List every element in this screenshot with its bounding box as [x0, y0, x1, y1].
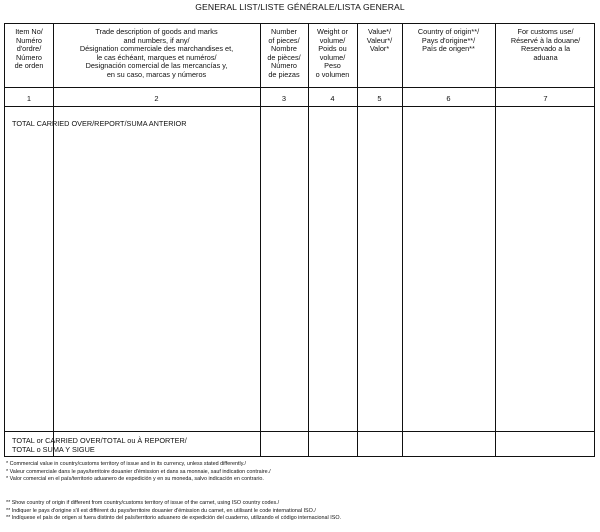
footnote-line: * Valeur commerciale dans le pays/territoire douanier d'émission et dans sa monnaie, sauf indication contraire./ — [6, 468, 271, 475]
header-customs-use: For customs use/ Réservé à la douane/ Reservado a la aduana — [510, 27, 581, 62]
general-list-table — [4, 23, 595, 457]
footnote-line: * Commercial value in country/customs territory of issue and in its currency, unless stated differently./ — [6, 461, 246, 467]
column-number-7: 7 — [543, 94, 548, 103]
column-number-1: 1 — [26, 94, 32, 103]
total-label: TOTAL or CARRIED OVER/TOTAL ou À REPORTER/ TOTAL o SUMA Y SIGUE — [12, 436, 187, 454]
header-pieces: Number of pieces/ Nombre de pièces/ Número de piezas — [267, 27, 301, 79]
column-divider — [357, 24, 358, 456]
column-divider — [53, 24, 54, 456]
footnote-line: ** Indiquer le pays d'origine s'il est différent du pays/territoire douanier d'émission du carnet, en utilisant le code international ISO./ — [6, 507, 316, 514]
row-divider — [5, 106, 594, 107]
header-weight: Weight or volume/ Poids ou volume/ Peso o volumen — [315, 27, 350, 79]
origin-footnotes — [6, 500, 598, 523]
header-value: Value*/ Valeur*/ Valor* — [366, 27, 393, 54]
column-number-2: 2 — [154, 94, 159, 103]
row-divider — [5, 431, 594, 432]
value-footnotes — [6, 461, 598, 484]
footnote-line: ** Indíquese el país de origen si fuera distinto del país/territorio aduanero de expedición del cuaderno, utilizando el código internacional ISO. — [6, 515, 342, 522]
column-divider — [260, 24, 261, 456]
header-origin: Country of origin**/ Pays d'origine**/ País de origen** — [417, 27, 480, 54]
header-description: Trade description of goods and marks and numbers, if any/ Désignation commerciale des marchandises et, le cas échéant, marques et numéros/ Designación comercial de las mercancías y, en su caso, marcas y números — [79, 27, 234, 79]
column-divider — [402, 24, 403, 456]
column-divider — [495, 24, 496, 456]
column-number-6: 6 — [446, 94, 451, 103]
carried-over-label: TOTAL CARRIED OVER/REPORT/SUMA ANTERIOR — [12, 119, 187, 128]
footnote-line: * Valor comercial en el país/territorio aduanero de expedición y en su moneda, salvo indicación en contrario. — [6, 476, 264, 483]
footnote-line: ** Show country of origin if different from country/customs territory of issue of the carnet, using ISO country codes./ — [6, 500, 280, 506]
column-divider — [308, 24, 309, 456]
header-item-no: Item No/ Numéro d'ordre/ Número de orden — [14, 27, 44, 71]
column-number-3: 3 — [281, 94, 287, 103]
row-divider — [5, 87, 594, 88]
column-number-5: 5 — [377, 94, 382, 103]
page-title: GENERAL LIST/LISTE GÉNÉRALE/LISTA GENERAL — [195, 2, 405, 12]
column-number-4: 4 — [330, 94, 335, 103]
